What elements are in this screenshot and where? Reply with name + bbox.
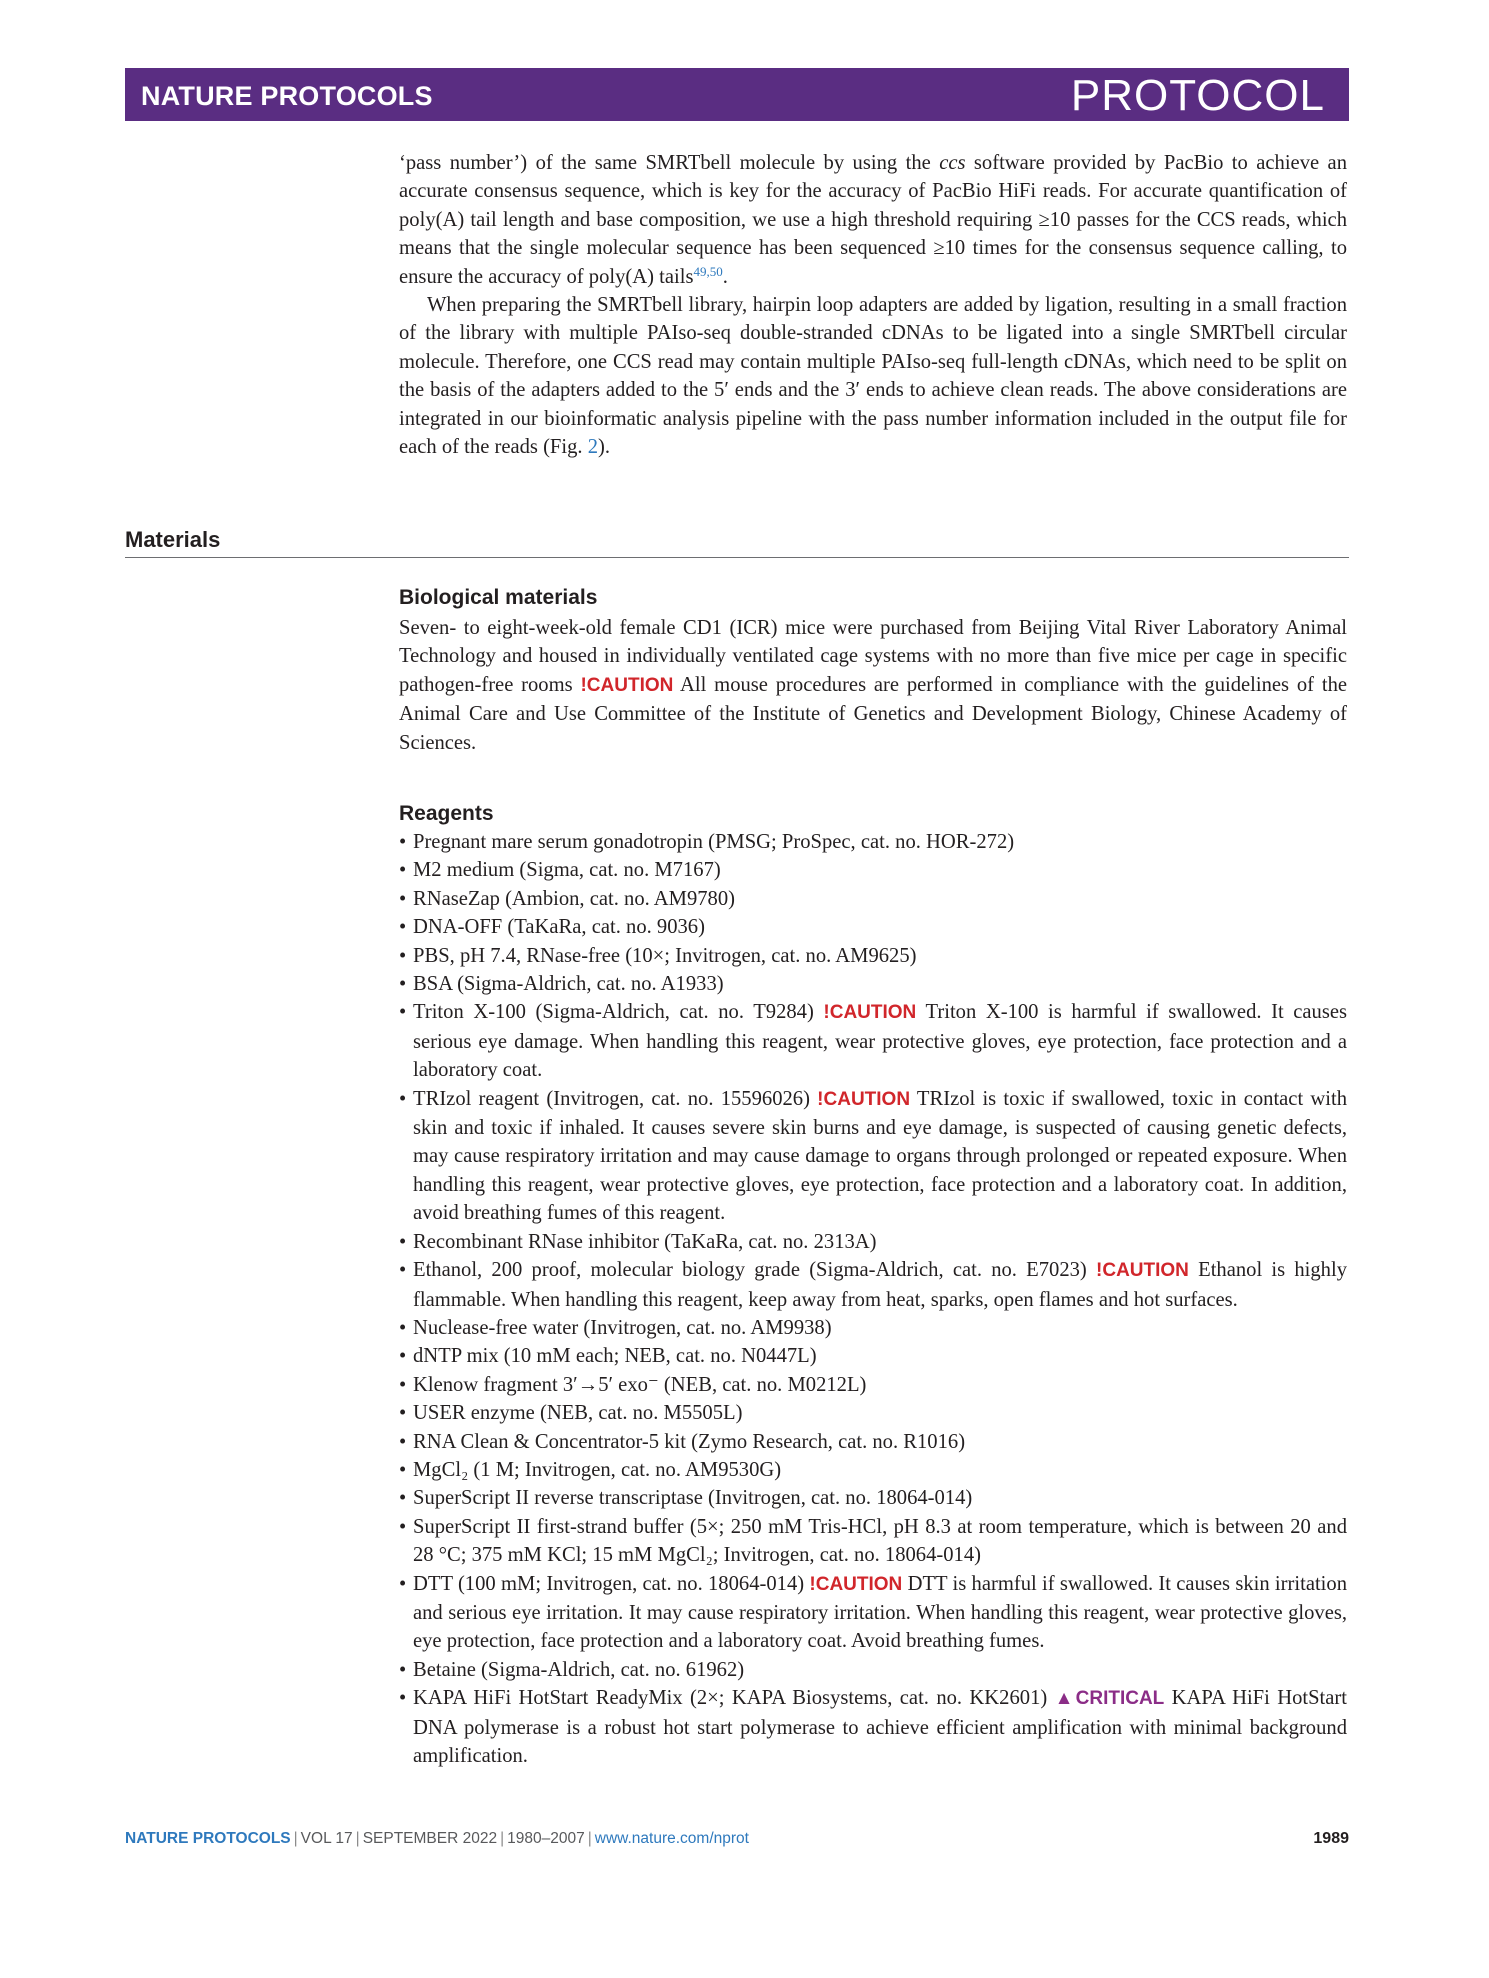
list-item: • Klenow fragment 3′→5′ exo⁻ (NEB, cat. no. M0212L)	[399, 1371, 1347, 1399]
subheading-biological-materials: Biological materials	[399, 586, 598, 609]
list-item: • M2 medium (Sigma, cat. no. M7167)	[399, 856, 1347, 884]
biological-materials	[399, 584, 1347, 757]
list-item: • PBS, pH 7.4, RNase-free (10×; Invitrogen, cat. no. AM9625)	[399, 942, 1347, 970]
critical-label: ▲CRITICAL	[1054, 1688, 1165, 1710]
caution-label: !CAUTION	[809, 1573, 903, 1595]
list-item: • RNA Clean & Concentrator-5 kit (Zymo Research, cat. no. R1016)	[399, 1428, 1347, 1456]
caution-label: !CAUTION	[817, 1088, 911, 1110]
ccs-software: ccs	[939, 152, 966, 174]
intro-paragraph-2: When preparing the SMRTbell library, hairpin loop adapters are added by ligation, resulting in a small fraction of the library with multiple PAIso-seq double-stranded cDNAs to be ligated into a single SMRTbell circular molecule. Therefore, one CCS read may contain multiple PAIso-seq full-length cDNAs, which need to be split on the basis of the adapters added to the 5′ ends and the 3′ ends to achieve clean reads. The above considerations are integrated in our bioinformatic analysis pipeline with the pass number information included in the output file for each of the reads (Fig. 2).	[399, 294, 1347, 459]
list-item: • SuperScript II first-strand buffer (5×; 250 mM Tris-HCl, pH 8.3 at room temperature, which is between 20 and 28 °C; 375 mM KCl; 15 mM MgCl₂; Invitrogen, cat. no. 18064-014)	[399, 1513, 1347, 1570]
intro-paragraph-1: ‘pass number’) of the same SMRTbell molecule by using the ccs software provided by PacBio to achieve an accurate consensus sequence, which is key for the accuracy of PacBio HiFi reads. For accurate quantification of poly(A) tail length and base composition, we use a high threshold requiring ≥10 passes for the CCS reads, which means that the single molecular sequence has been sequenced ≥10 times for the consensus sequence calling, to ensure the accuracy of poly(A) tails$^{49,50}$.	[399, 152, 1347, 288]
header-banner	[125, 68, 1349, 121]
caution-label: !CAUTION	[823, 1002, 917, 1024]
list-item: • DTT (100 mM; Invitrogen, cat. no. 18064-014) !CAUTION DTT is harmful if swallowed. It causes skin irritation and serious eye irritation. It may cause respiratory irritation. When handling this reagent, wear protective gloves, eye protection, face protection and a laboratory coat. Avoid breathing fumes.	[399, 1570, 1347, 1656]
biological-materials-text: Seven- to eight-week-old female CD1 (ICR) mice were purchased from Beijing Vital River Laboratory Animal Technology and housed in individually ventilated cage systems with no more than five mice per cage in specific pathogen-free rooms !CAUTION All mouse procedures are performed in compliance with the guidelines of the Animal Care and Use Committee of the Institute of Genetics and Development Biology, Chinese Academy of Sciences.	[399, 617, 1348, 754]
list-item: • SuperScript II reverse transcriptase (Invitrogen, cat. no. 18064-014)	[399, 1484, 1347, 1512]
footer-url-link[interactable]: www.nature.com/nprot	[594, 1830, 749, 1847]
subheading-reagents: Reagents	[399, 802, 494, 825]
footer-volume: VOL 17	[300, 1830, 353, 1847]
figure-link[interactable]: 2	[587, 436, 598, 459]
list-item: • TRIzol reagent (Invitrogen, cat. no. 15596026) !CAUTION TRIzol is toxic if swallowed, toxic in contact with skin and toxic if inhaled. It causes severe skin burns and eye damage, is suspected of causing genetic defects, may cause respiratory irritation and may cause damage to organs through prolonged or repeated exposure. When handling this reagent, wear protective gloves, eye protection, face protection and a laboratory coat. In addition, avoid breathing fumes of this reagent.	[399, 1085, 1347, 1228]
list-item: • Pregnant mare serum gonadotropin (PMSG; ProSpec, cat. no. HOR-272)	[399, 828, 1347, 856]
section-heading-materials: Materials	[125, 527, 1349, 558]
page-number: 1989	[1313, 1830, 1349, 1847]
reagents	[399, 800, 1347, 1770]
list-item: • Betaine (Sigma-Aldrich, cat. no. 61962)	[399, 1656, 1347, 1684]
list-item: • BSA (Sigma-Aldrich, cat. no. A1933)	[399, 970, 1347, 998]
journal-name: NATURE PROTOCOLS	[141, 81, 433, 111]
intro-text	[399, 149, 1347, 461]
list-item: • Nuclease-free water (Invitrogen, cat. no. AM9938)	[399, 1314, 1347, 1342]
list-item: • RNaseZap (Ambion, cat. no. AM9780)	[399, 885, 1347, 913]
list-item: • USER enzyme (NEB, cat. no. M5505L)	[399, 1399, 1347, 1427]
footer-pages: 1980–2007	[507, 1830, 585, 1847]
list-item: • DNA-OFF (TaKaRa, cat. no. 9036)	[399, 913, 1347, 941]
article-type: PROTOCOL	[1070, 71, 1325, 120]
reagents-list	[399, 828, 1347, 1770]
caution-label: !CAUTION	[580, 674, 674, 696]
reference-link[interactable]: 49,50	[693, 263, 723, 279]
list-item: • dNTP mix (10 mM each; NEB, cat. no. N0447L)	[399, 1342, 1347, 1370]
caution-label: !CAUTION	[1096, 1260, 1189, 1282]
list-item: • KAPA HiFi HotStart ReadyMix (2×; KAPA Biosystems, cat. no. KK2601) ▲CRITICAL KAPA HiFi HotStart DNA polymerase is a robust hot start polymerase to achieve efficient amplification with minimal background amplification.	[399, 1684, 1347, 1770]
list-item: • Ethanol, 200 proof, molecular biology grade (Sigma-Aldrich, cat. no. E7023) !CAUTION Ethanol is highly flammable. When handling this reagent, keep away from heat, sparks, open flames and hot surfaces.	[399, 1256, 1347, 1314]
list-item: • MgCl₂ (1 M; Invitrogen, cat. no. AM9530G)	[399, 1456, 1347, 1484]
list-item: • Recombinant RNase inhibitor (TaKaRa, cat. no. 2313A)	[399, 1228, 1347, 1256]
footer-journal: NATURE PROTOCOLS	[125, 1830, 291, 1847]
footer-date: SEPTEMBER 2022	[362, 1830, 498, 1847]
list-item: • Triton X-100 (Sigma-Aldrich, cat. no. T9284) !CAUTION Triton X-100 is harmful if swallowed. It causes serious eye damage. When handling this reagent, wear protective gloves, eye protection, face protection and a laboratory coat.	[399, 998, 1347, 1084]
page-footer: NATURE PROTOCOLS | VOL 17 | SEPTEMBER 2022 | 1980–2007 | www.nature.com/nprot 1989	[125, 1830, 1349, 1847]
